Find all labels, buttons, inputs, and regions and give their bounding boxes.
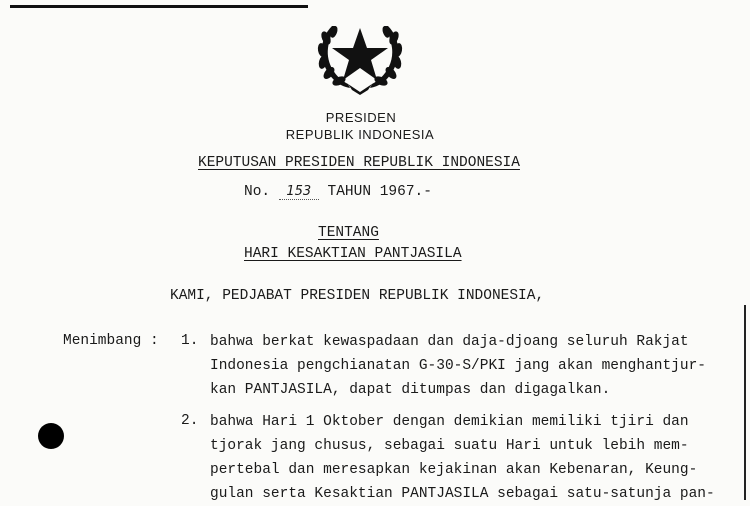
star-wreath-emblem-icon <box>312 18 408 96</box>
item-line: bahwa Hari 1 Oktober dengan demikian memiliki tjiri dan <box>210 414 689 430</box>
item-line: tjorak jang chusus, sebagai suatu Hari untuk lebih mem- <box>210 438 689 454</box>
list-item <box>210 330 742 402</box>
decree-number <box>244 184 432 200</box>
item-line: pertebal dan meresapkan kejakinan akan Kebenaran, Keung- <box>210 462 698 478</box>
item-line: bahwa berkat kewaspadaan dan daja-djoang seluruh Rakjat <box>210 334 689 350</box>
document-title: KEPUTUSAN PRESIDEN REPUBLIK INDONESIA <box>198 155 520 171</box>
letterhead-line-2: REPUBLIK INDONESIA <box>285 127 435 142</box>
top-rule <box>10 5 308 8</box>
item-number: 1. <box>181 333 199 349</box>
list-item <box>210 410 742 506</box>
subject-heading: TENTANG <box>318 225 379 241</box>
considering-label: Menimbang <box>63 333 142 349</box>
item-line: kan PANTJASILA, dapat ditumpas dan digagalkan. <box>210 382 611 398</box>
item-line: Indonesia pengchianatan G-30-S/PKI jang akan menghantjur- <box>210 358 706 374</box>
handwritten-number: 153 <box>279 184 319 200</box>
declaration: KAMI, PEDJABAT PRESIDEN REPUBLIK INDONESIA, <box>170 288 545 304</box>
punch-hole-mark <box>38 423 64 449</box>
number-suffix: TAHUN 1967.- <box>327 184 432 200</box>
item-line: gulan serta Kesaktian PANTJASILA sebagai satu-satunja pan- <box>210 486 715 502</box>
item-number: 2. <box>181 413 199 429</box>
subject-name: HARI KESAKTIAN PANTJASILA <box>244 246 462 262</box>
page-edge-line <box>744 305 746 500</box>
number-prefix: No. <box>244 184 271 200</box>
considering-colon: : <box>150 333 159 349</box>
letterhead-line-1: PRESIDEN <box>325 110 397 125</box>
